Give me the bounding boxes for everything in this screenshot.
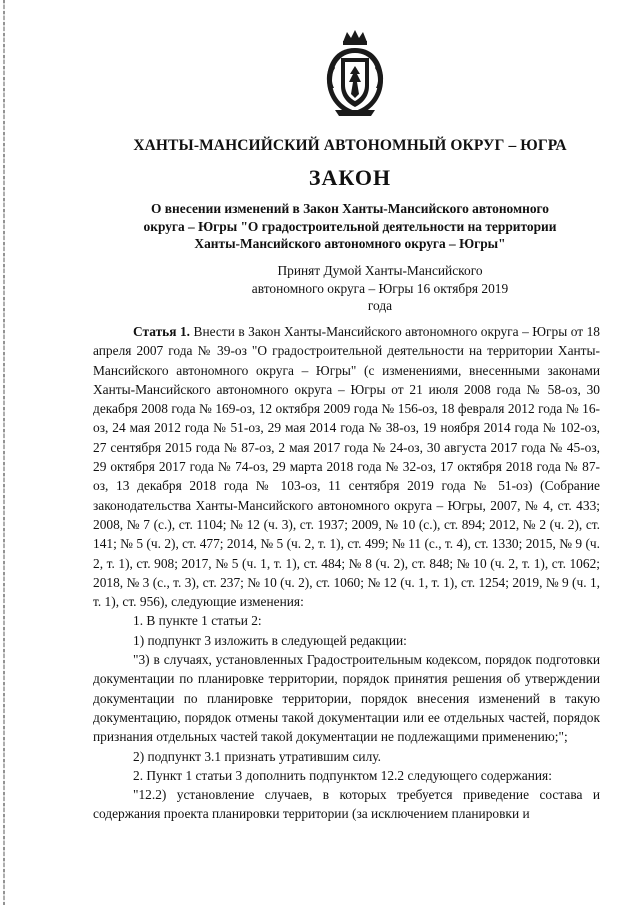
subtitle-line: О внесении изменений в Закон Ханты-Мансийского автономного <box>151 201 549 216</box>
adoption-note <box>240 262 520 315</box>
document-type: ЗАКОН <box>308 165 392 190</box>
subtitle-line: округа – Югры "О градостроительной деятельности на территории <box>143 218 557 234</box>
coat-of-arms-icon <box>321 28 389 120</box>
law-subtitle <box>110 200 590 253</box>
article-1-paragraph <box>93 322 600 611</box>
adoption-line: Принят Думой Ханты-Мансийского <box>277 263 483 278</box>
article-label: Статья 1. <box>133 324 191 339</box>
scan-edge <box>3 0 5 905</box>
body-paragraph: "3) в случаях, установленных Градостроительным кодексом, порядок подготовки документации по планировке территории, порядок принятия решения об утверждении документации по планировке территории, порядок внесения изменений в такую документацию, порядок отмены такой документации или ее отдельных частей, порядок признания отдельных частей такой документации не подлежащими применению;"; <box>93 652 600 745</box>
body-paragraph: 2) подпункт 3.1 признать утратившим силу. <box>133 748 381 764</box>
law-body <box>93 322 600 824</box>
region-name: ХАНТЫ-МАНСИЙСКИЙ АВТОНОМНЫЙ ОКРУГ – ЮГРА <box>133 137 567 154</box>
adoption-line: автономного округа – Югры 16 октября 2019 года <box>251 280 509 313</box>
body-paragraph: 1) подпункт 3 изложить в следующей редакции: <box>133 632 407 648</box>
article-text: Внести в Закон Ханты-Мансийского автономного округа – Югры от 18 апреля 2007 года № 39-оз "О градостроительной деятельности на территории Ханты-Мансийского автономного округа – Югры" (с изменениями, внесенными законами Ханты-Мансийского автономного округа – Югры от 21 июля 2008 года № 58-оз, 30 декабря 2008 года № 169-оз, 12 октября 2009 года № 156-оз, 18 февраля 2012 года № 16-оз, 24 мая 2012 года № 51-оз, 29 мая 2014 года № 38-оз, 19 ноября 2014 года № 102-оз, 27 сентября 2015 года № 87-оз, 2 мая 2017 года № 24-оз, 30 августа 2017 года № 45-оз, 29 октября 2017 года № 74-оз, 29 марта 2018 года № 32-оз, 17 октября 2018 года № 87-оз, 13 декабря 2018 года № 103-оз, 11 сентября 2019 года № 51-оз) (Собрание законодательства Ханты-Мансийского автономного округа – Югры, 2007, № 4, ст. 433; 2008, № 7 (с.), ст. 1104; № 12 (ч. 3), ст. 1937; 2009, № 10 (с.), ст. 894; 2012, № 2 (ч. 2), ст. 141; № 5 (ч. 2), ст. 477; 2014, № 5 (ч. 2, т. 1), ст. 499; № 11 (с., т. 4), ст. 1330; 2015, № 9 (ч. 2, т. 1), ст. 908; 2017, № 5 (ч. 1, т. 1), ст. 484; № 8 (ч. 2), ст. 848; № 10 (ч. 2, т. 1), ст. 1062; 2018, № 3 (с., т. 3), ст. 237; № 10 (ч. 2), ст. 1060; № 12 (ч. 1, т. 1), ст. 1254; 2019, № 9 (ч. 1, т. 1), ст. 956), следующие изменения: <box>93 324 600 610</box>
body-paragraph: 1. В пункте 1 статьи 2: <box>133 613 262 629</box>
body-paragraph: 2. Пункт 1 статьи 3 дополнить подпунктом 12.2 следующего содержания: <box>133 767 552 783</box>
subtitle-line: Ханты-Мансийского автономного округа – Югры" <box>194 236 506 251</box>
body-paragraph: "12.2) установление случаев, в которых требуется приведение состава и содержания проекта планировки территории (за исключением планировки и <box>93 787 600 822</box>
